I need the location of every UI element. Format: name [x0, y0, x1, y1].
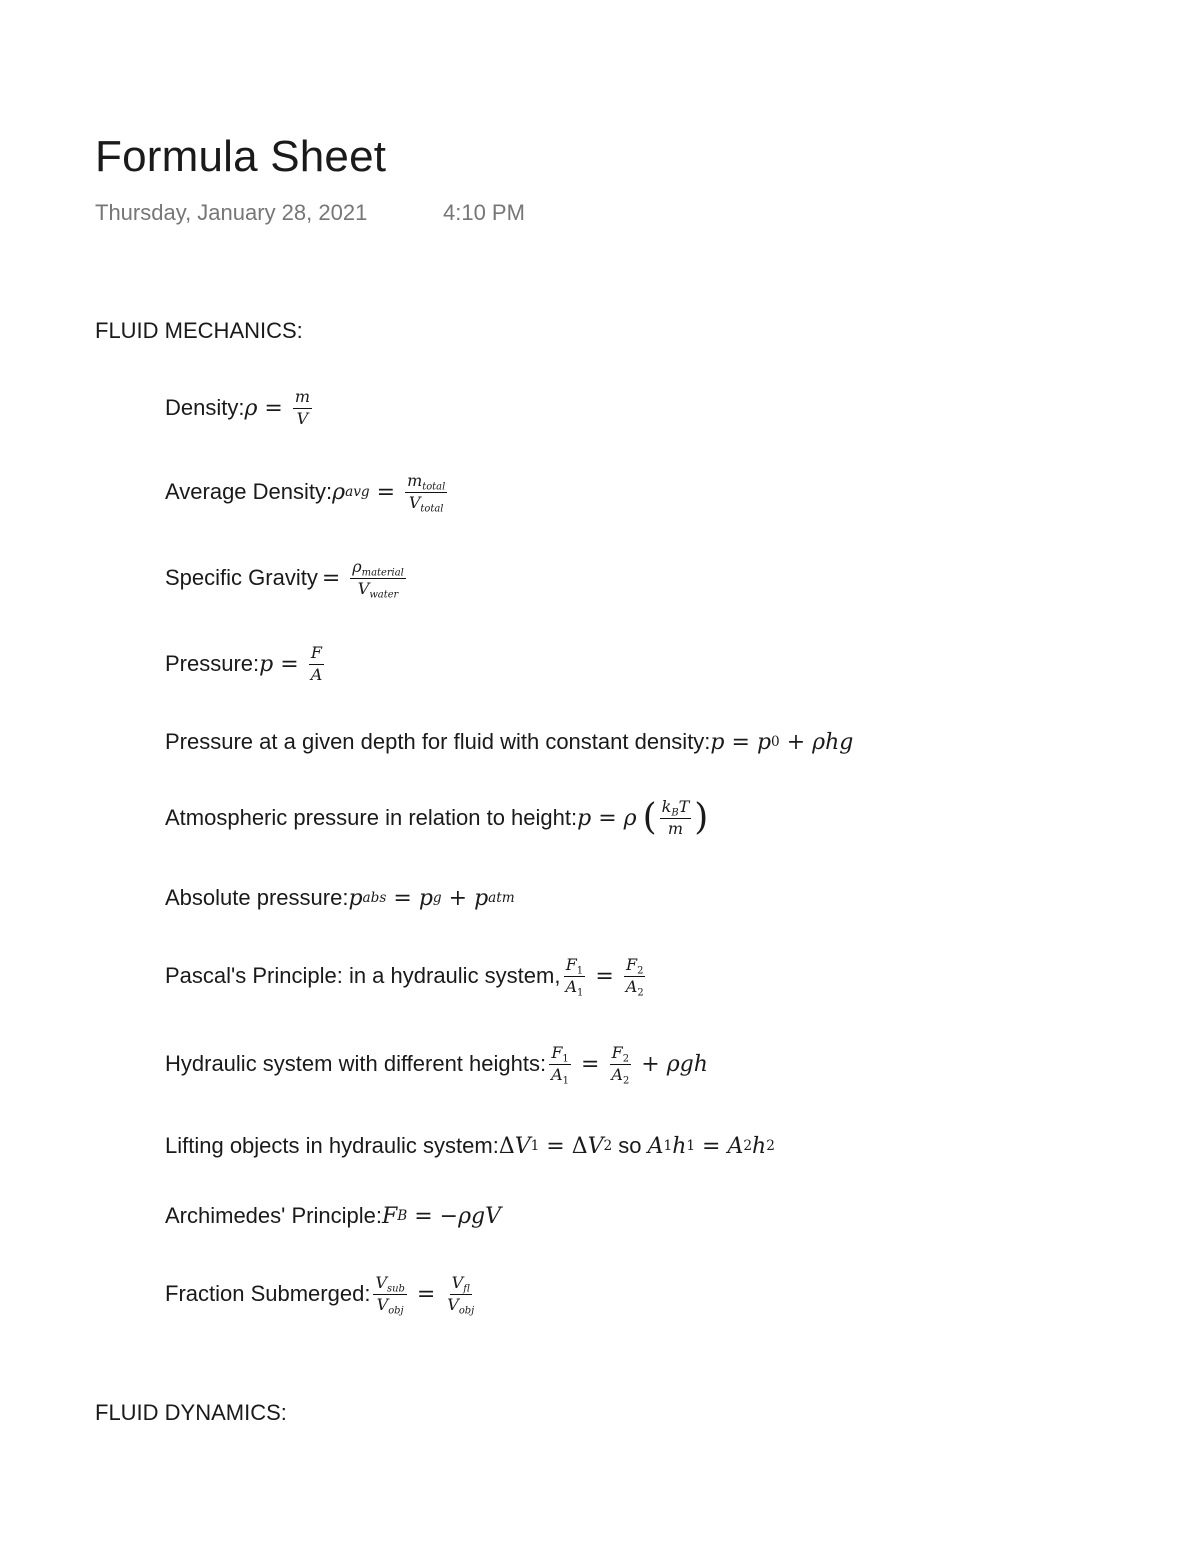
section-fluid-dynamics: FLUID DYNAMICS: — [95, 1400, 287, 1425]
formula-label: Fraction Submerged: — [165, 1281, 371, 1306]
formula-label: Specific Gravity — [165, 565, 318, 590]
formula-fraction-submerged — [165, 1262, 479, 1326]
formula-label: Density: — [165, 395, 245, 420]
formula-absolute-pressure — [165, 866, 515, 930]
formula-equation: Δ V 1 = Δ V 2 — [498, 1133, 613, 1159]
formula-label: Lifting objects in hydraulic system: — [165, 1133, 499, 1158]
formula-label: Archimedes' Principle: — [165, 1203, 382, 1228]
formula-atmospheric-pressure — [165, 786, 708, 850]
formula-specific-gravity — [165, 546, 409, 610]
formula-label: Pressure: — [165, 651, 260, 676]
formula-equation-2: A 1 h 1 = A 2 h 2 — [647, 1133, 775, 1159]
formula-pressure-depth — [165, 710, 853, 774]
formula-archimedes-principle — [165, 1184, 501, 1248]
formula-density — [165, 376, 315, 440]
formula-label: Absolute pressure: — [165, 885, 349, 910]
formula-label: Atmospheric pressure in relation to height: — [165, 805, 578, 830]
page-time: 4:10 PM — [443, 200, 525, 225]
formula-equation: ρ = $\frac{m}{V}$ — [244, 387, 311, 428]
formula-equation: = $\frac{\rho_{material}}{V_{water}}$ — [321, 557, 404, 600]
section-fluid-mechanics: FLUID MECHANICS: — [95, 318, 303, 343]
formula-equation: $\frac{F_1}{A_1}$ = $\frac{F_2}{A_2}$ + ρgh — [551, 1043, 708, 1086]
formula-equation: p = $\frac{F}{A}$ — [259, 643, 323, 684]
formula-lifting-objects — [165, 1114, 775, 1178]
formula-average-density — [165, 460, 450, 524]
formula-pressure — [165, 632, 327, 696]
formula-hydraulic-heights — [165, 1032, 708, 1096]
formula-label: Pressure at a given depth for fluid with constant density: — [165, 729, 711, 754]
formula-equation: p = p 0 + ρhg — [710, 729, 854, 755]
formula-equation: p = ρ ( $\frac{k_BT}{m}$ ) — [577, 797, 709, 838]
page-date: Thursday, January 28, 2021 — [95, 200, 368, 225]
formula-equation: $\frac{V_{sub}}{V_{obj}}$ = $\frac{V_{fl}}{V_{obj}}$ — [375, 1273, 475, 1316]
formula-equation: p abs = p g + p atm — [348, 885, 515, 911]
formula-equation: F B = − ρgV — [381, 1203, 502, 1229]
formula-label: Hydraulic system with different heights: — [165, 1051, 547, 1076]
formula-equation: ρ avg = $\frac{m_{total}}{V_{total}}$ — [332, 471, 446, 514]
page-title: Formula Sheet — [95, 132, 387, 181]
formula-label: Average Density: — [165, 479, 333, 504]
formula-label: Pascal's Principle: in a hydraulic system, — [165, 963, 561, 988]
formula-equation: $\frac{F_1}{A_1}$ = $\frac{F_2}{A_2}$ — [565, 955, 644, 998]
formula-connector: so — [612, 1133, 648, 1158]
formula-pascal-principle — [165, 944, 649, 1008]
